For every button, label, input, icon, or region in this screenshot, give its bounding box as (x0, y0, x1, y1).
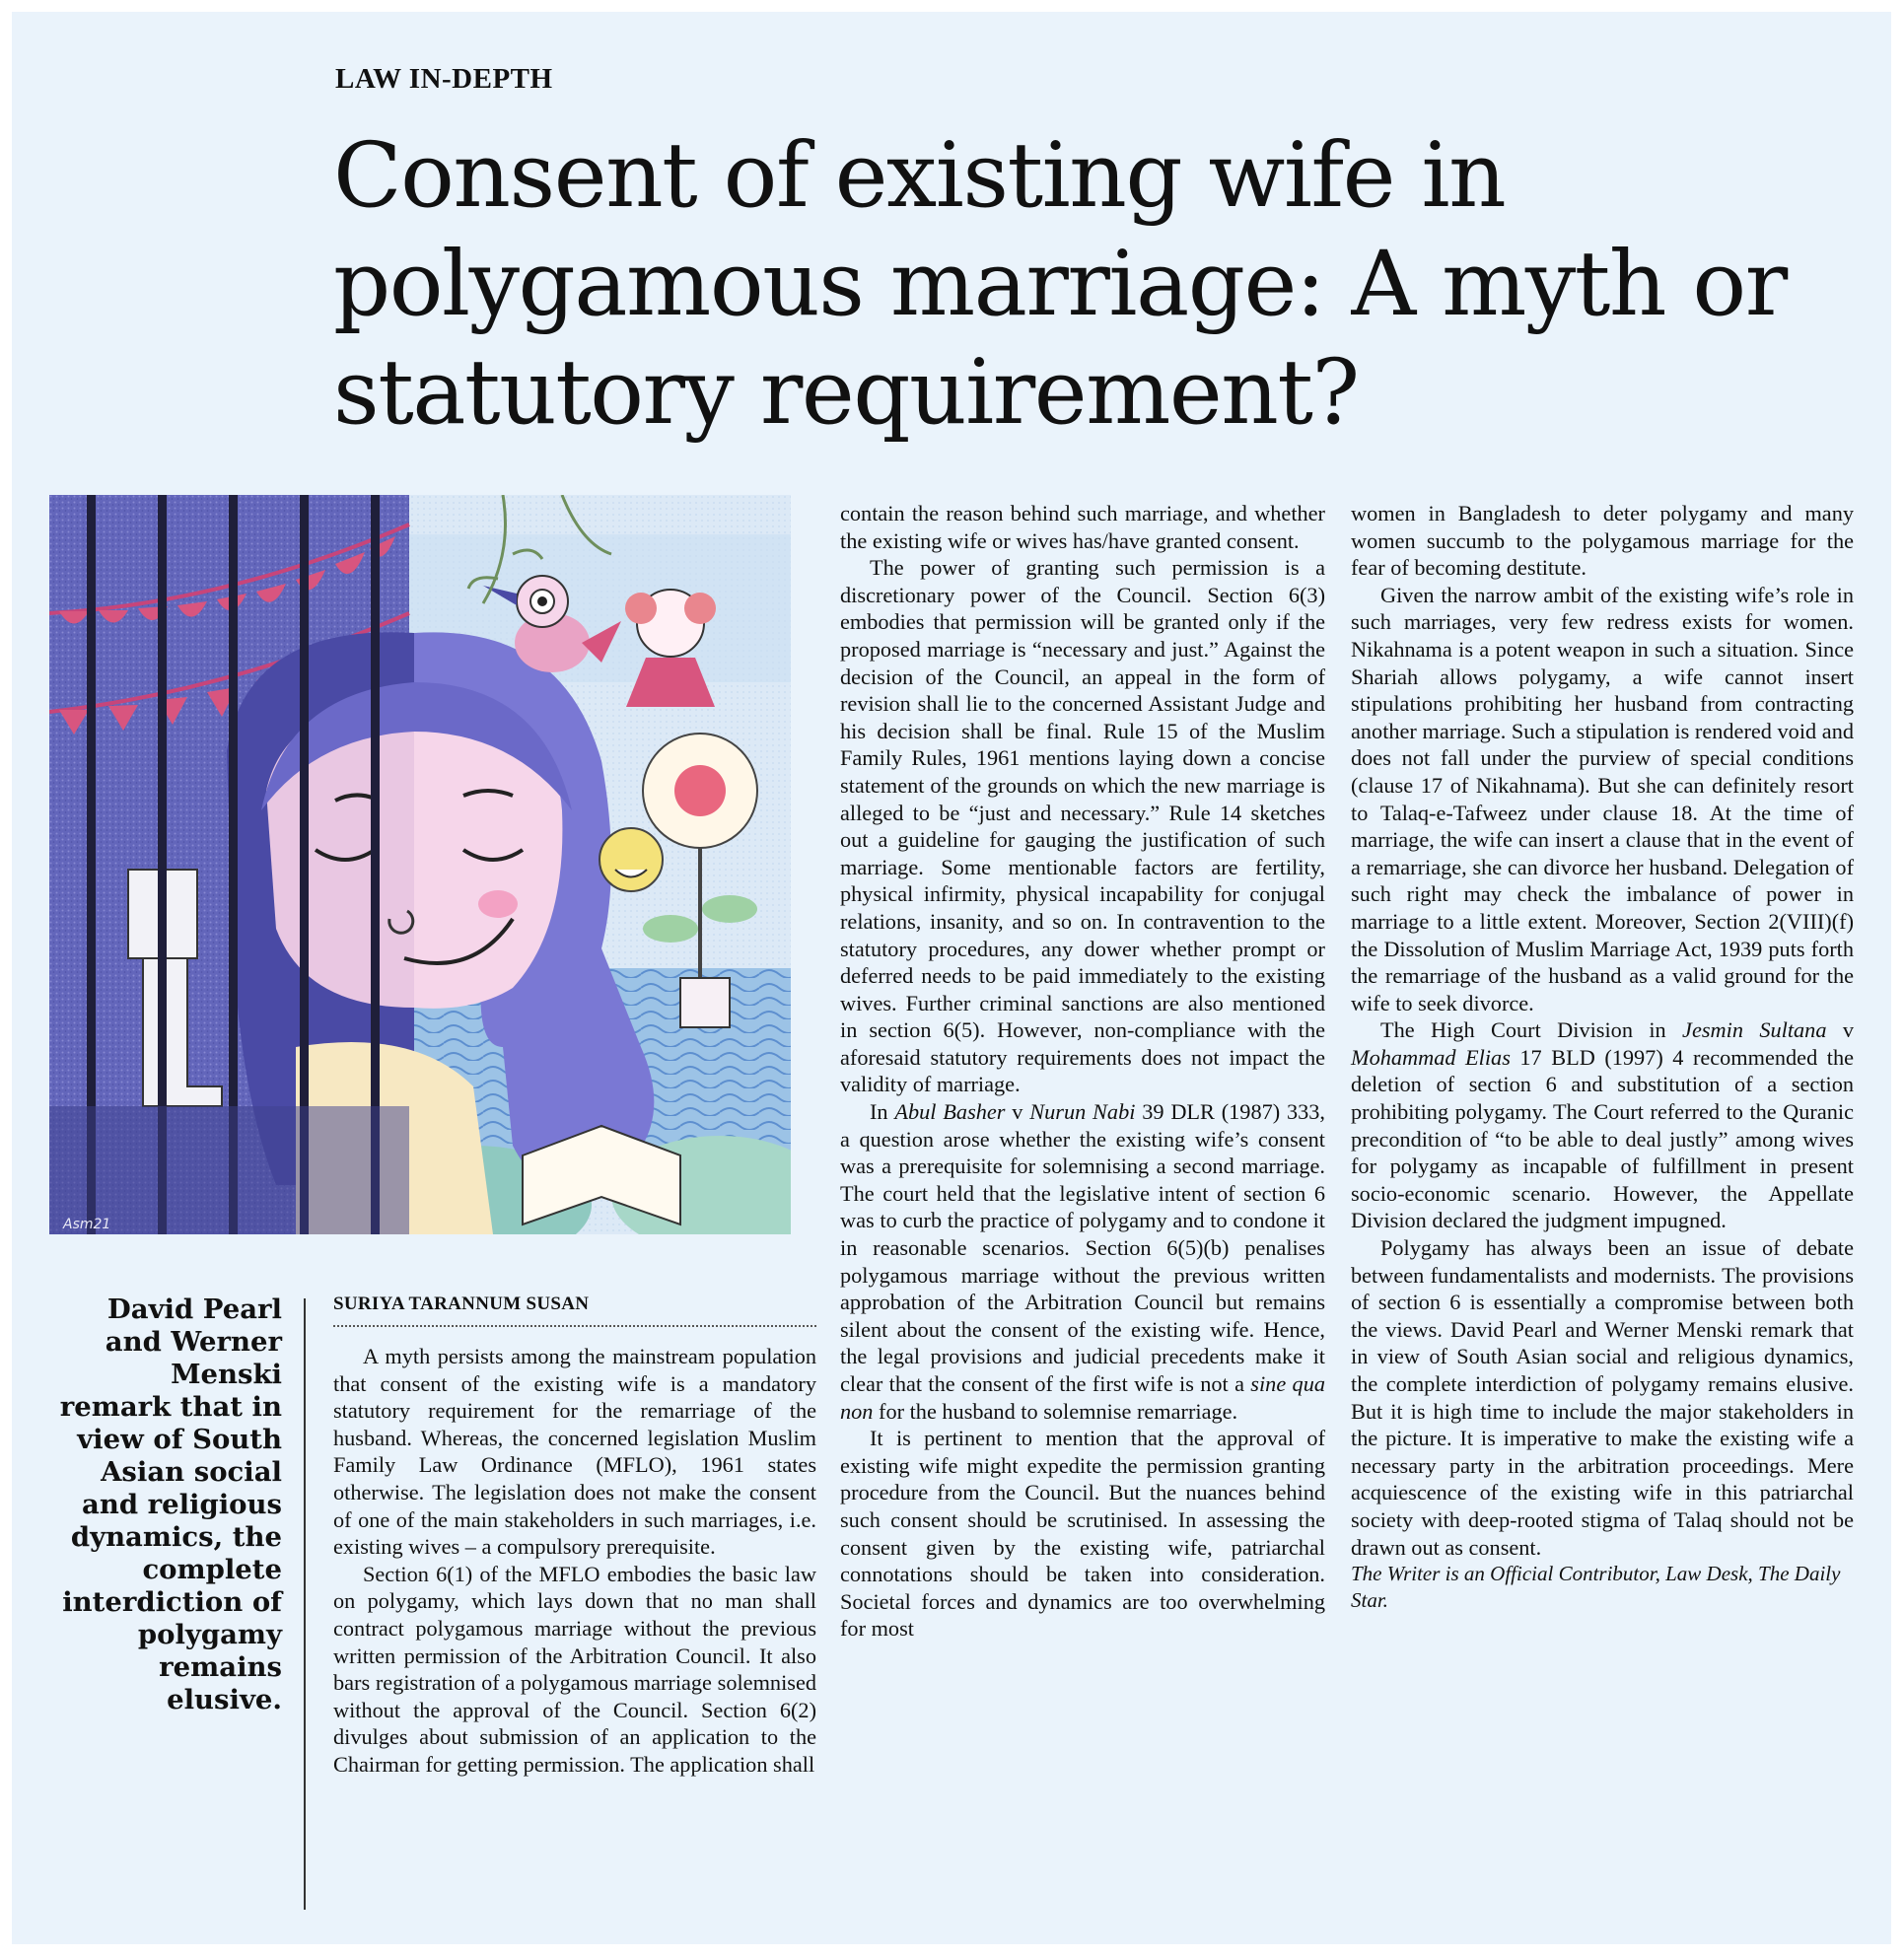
case-name: Abul Basher (894, 1099, 1006, 1125)
headline: Consent of existing wife in polygamous marriage: A myth or statutory requirement? (333, 124, 1787, 445)
paragraph (840, 1098, 1325, 1425)
section-kicker: LAW IN-DEPTH (335, 63, 553, 95)
article-column-2 (840, 500, 1325, 1643)
paragraph: Section 6(1) of the MFLO embodies the basic law on polygamy, which lays down that no man shall contract polygamous marriage without the previous written permission of the Arbitration Council. It also bars registration of a polygamous marriage solemnised without the approval of the Council. Section 6(2) divulges about submission of an application to the Chairman for getting permission. The application shall (333, 1561, 816, 1777)
article-column-1 (333, 1343, 816, 1779)
illustration-art (49, 495, 791, 1234)
paragraph: The power of granting such permission is a discretionary power of the Council. Section 6(3) embodies that permission will be granted only if the proposed marriage is “necessary and just.” Against the decision of the Council, an appeal in the form of revision shall lie to the concerned Assistant Judge and his decision shall be final. Rule 15 of the Muslim Family Rules, 1961 mentions laying down a concise statement of the grounds on which the new marriage is alleged to be “just and necessary.” Rule 14 sketches out a guideline for gauging the justification of such marriage. Some mentionable factors are fertility, physical infirmity, physical incapability for conjugal relations, insanity, and so on. In contravention to the statutory procedures, any dower whether prompt or deferred needs to be paid immediately to the existing wives. Further criminal sanctions are also mentioned in section 6(5). However, non-compliance with the aforesaid statutory requirements does not impact the validity of marriage. (840, 555, 1325, 1097)
paragraph: A myth persists among the mainstream population that consent of the existing wife is a mandatory statutory requirement for the remarriage of the husband. Whereas, the concerned legislation Muslim Family Law Ordinance (MFLO), 1961 states otherwise. The legislation does not make the consent of one of the main stakeholders in such marriages, i.e. existing wives – a compulsory prerequisite. (333, 1344, 816, 1560)
paragraph (1351, 1016, 1854, 1234)
text: In (870, 1099, 895, 1125)
smiley-icon (599, 828, 663, 891)
latin-term: sine qua non (840, 1371, 1325, 1424)
cheek (478, 890, 518, 918)
text: 39 DLR (1987) 333, a question arose whether the existing wife’s consent was a prerequisite for solemnising a second marriage. The court held that the legislative intent of section 6 was to curb the practice of polygamy and to condone it in reasonable scenarios. Section 6(5)(b) penalises polygamous marriage without the previous written approbation of the Arbitration Council but remains silent about the consent of the existing wife. Hence, the legal provisions and judicial precedents make it clear that the consent of the first wife is not a (840, 1099, 1326, 1396)
article-column-3 (1351, 500, 1854, 1614)
paragraph: It is pertinent to mention that the approval of existing wife might expedite the permission granting procedure from the Council. But the nuances behind such consent should be scrutinised. In assessing the consent given by the existing wife, patriarchal connotations should be taken into consideration. Societal forces and dynamics are too overwhelming for most (840, 1426, 1325, 1642)
byline: SURIYA TARANNUM SUSAN (333, 1294, 590, 1314)
pull-quote: David Pearl and Werner Menski remark that in view of South Asian social and religious dynamics, the complete interdiction of polygamy remains elusive. (59, 1294, 282, 1715)
paragraph: Polygamy has always been an issue of debate between fundamentalists and modernists. The provisions of section 6 is essentially a compromise between both the views. David Pearl and Werner Menski remark that in view of South Asian social and religious dynamics, the complete interdiction of polygamy remains elusive. But it is high time to include the major stakeholders in the picture. It is imperative to make the existing wife a necessary party in the arbitration proceedings. Mere acquiescence of the existing wife in this patriarchal society with deep-rooted stigma of Talaq should not be drawn out as consent. (1351, 1235, 1854, 1560)
hand-right (680, 978, 730, 1027)
case-name: Nurun Nabi (1029, 1099, 1136, 1125)
text: v (1826, 1017, 1854, 1043)
case-name: Jesmin Sultana (1682, 1017, 1827, 1043)
case-name: Mohammad Elias (1351, 1044, 1511, 1070)
text: The High Court Division in (1380, 1017, 1683, 1043)
text: for the husband to solemnise remarriage. (873, 1398, 1238, 1424)
article-illustration (49, 495, 791, 1234)
text: 17 BLD (1997) 4 recommended the deletion of section 6 and substitution of a section prohibiting polygamy. The Court referred to the Quranic precondition of “to be able to deal justly” among wives for polygamy as incapable of fulfillment in present socio-economic scenario. However, the Appellate Division declared the judgment impugned. (1351, 1044, 1854, 1233)
paragraph: women in Bangladesh to deter polygamy and many women succumb to the polygamous marriage for the fear of becoming destitute. (1351, 501, 1854, 581)
illustrator-signature: Asm21 (63, 1217, 111, 1232)
writer-credit: The Writer is an Official Contributor, Law Desk, The Daily Star. (1351, 1562, 1841, 1613)
newspaper-page (12, 12, 1891, 1944)
text: v (1005, 1099, 1030, 1125)
vertical-divider (304, 1298, 306, 1910)
paragraph: Given the narrow ambit of the existing wife’s role in such marriages, very few redress exists for women. Nikahnama is a potent weapon in such a situation. Since Shariah allows polygamy, a wife cannot insert stipulations prohibiting her husband from contracting another marriage. Such a stipulation is rendered void and does not fall under the purview of special conditions (clause 17 of Nikahnama). But she can definitely resort to Talaq-e-Tafweez under clause 18. At the time of marriage, the wife can insert a clause that in the event of a remarriage, she can divorce her husband. Delegation of such right may check the imbalance of power in marriage to a little extent. Moreover, Section 2(VIII)(f) the Dissolution of Muslim Marriage Act, 1939 puts forth the remarriage of the husband as a valid ground for the wife to seek divorce. (1351, 582, 1854, 1015)
paragraph: contain the reason behind such marriage, and whether the existing wife or wives has/have granted consent. (840, 501, 1325, 553)
dotted-divider (333, 1325, 816, 1327)
